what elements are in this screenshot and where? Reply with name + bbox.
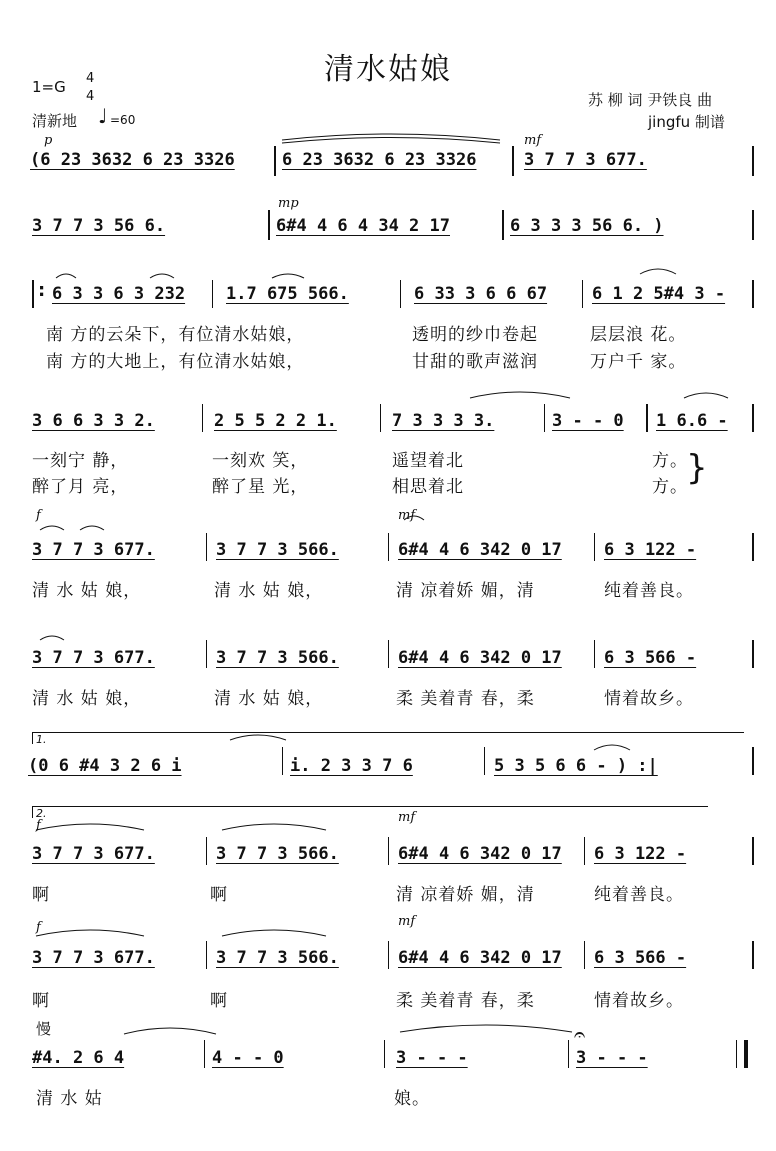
measure: (0 6 #4 3 2 6 i <box>28 756 182 776</box>
lyric-line: 清 水 姑 娘， <box>214 581 324 601</box>
measure: 3 7 7 3 566. <box>216 540 339 560</box>
dynamic-mark: mf <box>398 914 416 929</box>
lyric-line: 南 方的云朵下，有位清水姑娘， <box>46 325 305 345</box>
dynamic-mark: f <box>36 818 41 833</box>
tie-curve <box>222 824 326 830</box>
measure: 2 5 5 2 2 1. <box>214 411 337 431</box>
measure: 6 3 122 - <box>594 844 687 864</box>
lyric-line: 清 水 姑 娘， <box>214 689 324 709</box>
measure: 3 7 7 3 677. <box>32 948 155 968</box>
measure: 3 7 7 3 677. <box>32 844 155 864</box>
lyric-line: 情着故乡。 <box>594 991 684 1011</box>
tie-curve <box>40 526 64 530</box>
measure: 6#4 4 6 342 0 17 <box>398 948 562 968</box>
tie-curve <box>150 274 174 278</box>
volta-number: 2. <box>36 807 47 820</box>
measure: 4 - - 0 <box>212 1048 284 1068</box>
dynamic-mark: f <box>36 920 41 935</box>
tie-curve <box>404 516 424 520</box>
tie-curve <box>282 134 500 140</box>
measure: (6 23 3632 6 23 3326 <box>30 150 235 170</box>
measure: 3 7 7 3 566. <box>216 948 339 968</box>
lyric-line: 清 凉着娇 媚，清 <box>396 885 535 905</box>
lyric-line: 啊 <box>32 885 50 905</box>
tempo-label: 清新地 <box>32 112 78 130</box>
lyric-line: 南 方的大地上，有位清水姑娘， <box>46 352 305 372</box>
lyric-line: 一刻宁 静， <box>32 451 129 471</box>
time-signature-bottom: 4 <box>86 89 95 104</box>
lyric-line: 清 水 姑 娘， <box>32 581 142 601</box>
measure: 6 3 566 - <box>604 648 697 668</box>
lyric-line: 柔 美着青 春，柔 <box>396 689 535 709</box>
quarter-note-icon: ♩ <box>98 104 108 128</box>
measure: 6#4 4 6 342 0 17 <box>398 844 562 864</box>
measure: 6 23 3632 6 23 3326 <box>282 150 477 170</box>
dynamic-mark: f <box>36 508 41 523</box>
dynamic-mark: mp <box>278 196 299 211</box>
measure: 6 3 566 - <box>594 948 687 968</box>
measure: 6 3 3 3 56 6. ) <box>510 216 664 236</box>
verse-brace: } <box>686 448 708 488</box>
key-signature: 1=G <box>32 78 66 96</box>
tie-curve <box>56 274 76 278</box>
measure: 6#4 4 6 342 0 17 <box>398 540 562 560</box>
tie-curve <box>222 930 326 936</box>
measure: 7 3 3 3 3. <box>392 411 495 431</box>
lyric-line: 醉了星 光， <box>212 477 309 497</box>
tie-curve <box>124 1028 216 1034</box>
volta-number: 1. <box>36 733 47 746</box>
measure: 1.7 675 566. <box>226 284 349 304</box>
lyric-line: 醉了月 亮， <box>32 477 129 497</box>
tie-curve <box>400 1025 572 1032</box>
tie-curve <box>36 824 144 830</box>
tie-curve <box>230 735 286 740</box>
lyric-line: 纯着善良。 <box>604 581 694 601</box>
lyric-line: 啊 <box>210 991 228 1011</box>
lyric-line: 透明的纱巾卷起 <box>412 325 538 345</box>
dynamic-mark: mf <box>398 810 416 825</box>
tie-curve <box>80 526 104 530</box>
song-title: 清水姑娘 <box>324 52 452 87</box>
lyric-line: 层层浪 花。 <box>590 325 687 345</box>
lyric-line: 清 水 姑 <box>36 1089 103 1109</box>
lyric-line: 情着故乡。 <box>604 689 694 709</box>
measure: 5 3 5 6 6 - ) :| <box>494 756 658 776</box>
tie-curve <box>594 745 630 750</box>
measure: 3 7 7 3 56 6. <box>32 216 166 236</box>
tie-curve <box>282 138 500 144</box>
measure: 3 - - 0 <box>552 411 624 431</box>
measure: 3 7 7 3 677. <box>524 150 647 170</box>
measure: 3 7 7 3 566. <box>216 844 339 864</box>
lyric-line: 纯着善良。 <box>594 885 684 905</box>
tie-curve <box>40 636 64 640</box>
tempo-value: =60 <box>110 113 136 127</box>
lyric-line: 甘甜的歌声滋润 <box>412 352 538 372</box>
tie-curve <box>36 930 144 936</box>
measure: 6 33 3 6 6 67 <box>414 284 548 304</box>
lyric-line: 啊 <box>32 991 50 1011</box>
fermata-icon: 𝄐 <box>574 1022 586 1046</box>
tempo-change: 慢 <box>36 1020 52 1038</box>
lyric-line: 娘。 <box>394 1089 430 1109</box>
tie-curve <box>684 393 728 398</box>
measure: 3 - - - <box>396 1048 468 1068</box>
dynamic-mark: mf <box>398 508 416 523</box>
time-signature-top: 4 <box>86 71 95 86</box>
lyric-line: 一刻欢 笑， <box>212 451 309 471</box>
measure: 3 7 7 3 677. <box>32 540 155 560</box>
lyric-line: 方。 <box>652 451 688 471</box>
dynamic-mark: p <box>44 133 53 148</box>
lyric-line: 清 水 姑 娘， <box>32 689 142 709</box>
measure: 6 1 2 5#4 3 - <box>592 284 726 304</box>
credits: 苏 柳 词 尹铁良 曲 <box>588 91 713 109</box>
tie-curve <box>272 274 304 278</box>
arranger: jingfu 制谱 <box>648 113 725 131</box>
measure: 1 6.6 - <box>656 411 728 431</box>
lyric-line: 方。 <box>652 477 688 497</box>
measure: 6 3 122 - <box>604 540 697 560</box>
measure: 3 7 7 3 677. <box>32 648 155 668</box>
lyric-line: 遥望着北 <box>392 451 464 471</box>
measure: i. 2 3 3 7 6 <box>290 756 413 776</box>
tie-curve <box>470 392 570 398</box>
measure: 6#4 4 6 4 34 2 17 <box>276 216 450 236</box>
measure: 3 - - - <box>576 1048 648 1068</box>
measure: 3 6 6 3 3 2. <box>32 411 155 431</box>
lyric-line: 啊 <box>210 885 228 905</box>
measure: #4. 2 6 4 <box>32 1048 125 1068</box>
measure: 6 3 3 6 3 232 <box>52 284 186 304</box>
tie-curve <box>640 269 676 274</box>
measure: 3 7 7 3 566. <box>216 648 339 668</box>
dynamic-mark: mf <box>524 133 542 148</box>
lyric-line: 相思着北 <box>392 477 464 497</box>
lyric-line: 柔 美着青 春，柔 <box>396 991 535 1011</box>
lyric-line: 清 凉着娇 媚，清 <box>396 581 535 601</box>
measure: 6#4 4 6 342 0 17 <box>398 648 562 668</box>
lyric-line: 万户千 家。 <box>590 352 687 372</box>
repeat-dots: : <box>38 280 46 301</box>
